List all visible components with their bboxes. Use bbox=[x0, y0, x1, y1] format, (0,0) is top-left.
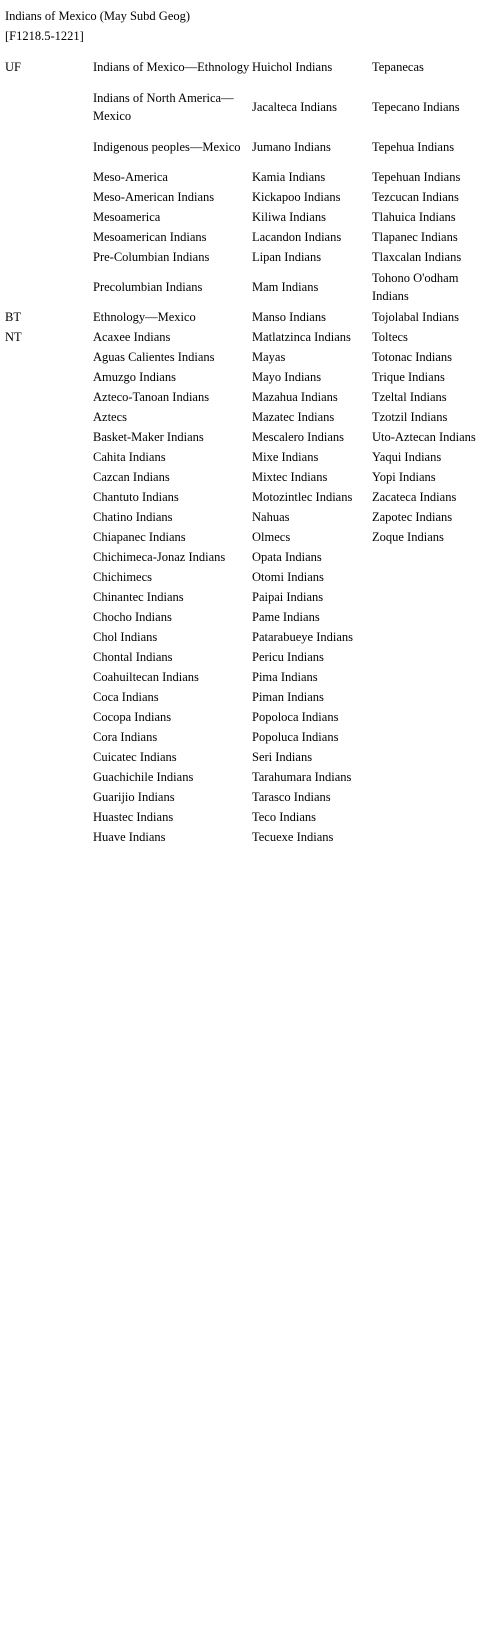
table-row bbox=[5, 827, 492, 847]
relation-code bbox=[5, 647, 93, 667]
relation-code bbox=[5, 587, 93, 607]
term-column-2: Motozintlec Indians bbox=[252, 490, 353, 504]
relation-code: BT bbox=[5, 310, 21, 324]
term-column-2: Tecuexe Indians bbox=[252, 830, 334, 844]
term-column-1: Huave Indians bbox=[93, 830, 166, 844]
term-column-1: Chontal Indians bbox=[93, 650, 173, 664]
term-column-1: Indigenous peoples—Mexico bbox=[93, 140, 241, 154]
term-column-1: Ethnology—Mexico bbox=[93, 310, 196, 324]
table-row bbox=[5, 127, 492, 167]
table-row bbox=[5, 807, 492, 827]
reference-table bbox=[5, 47, 492, 847]
table-row bbox=[5, 527, 492, 547]
term-column-2: Piman Indians bbox=[252, 690, 324, 704]
heading-title: Indians of Mexico (May Subd Geog) bbox=[5, 9, 191, 23]
term-column-2: Popoloca Indians bbox=[252, 710, 339, 724]
term-column-1: Mesoamerica bbox=[93, 210, 161, 224]
term-column-2: Mixe Indians bbox=[252, 450, 319, 464]
table-row bbox=[5, 307, 492, 327]
term-column-3 bbox=[372, 807, 492, 827]
term-column-3: Tepanecas bbox=[372, 60, 424, 74]
relation-code bbox=[5, 87, 93, 127]
relation-code bbox=[5, 727, 93, 747]
term-column-1: Chichimecs bbox=[93, 570, 153, 584]
term-column-3: Tlaxcalan Indians bbox=[372, 250, 462, 264]
table-row bbox=[5, 667, 492, 687]
relation-code: NT bbox=[5, 330, 22, 344]
term-column-3: Tepehuan Indians bbox=[372, 170, 461, 184]
term-column-1: Acaxee Indians bbox=[93, 330, 171, 344]
table-row bbox=[5, 647, 492, 667]
term-column-3: Tojolabal Indians bbox=[372, 310, 459, 324]
term-column-1: Meso-American Indians bbox=[93, 190, 215, 204]
relation-code bbox=[5, 367, 93, 387]
term-column-3: Yopi Indians bbox=[372, 470, 436, 484]
relation-code bbox=[5, 827, 93, 847]
table-row bbox=[5, 507, 492, 527]
term-column-3 bbox=[372, 687, 492, 707]
relation-code bbox=[5, 187, 93, 207]
term-column-1: Guarijio Indians bbox=[93, 790, 175, 804]
term-column-1: Guachichile Indians bbox=[93, 770, 194, 784]
term-column-2: Matlatzinca Indians bbox=[252, 330, 351, 344]
table-row bbox=[5, 607, 492, 627]
term-column-3: Tlapanec Indians bbox=[372, 230, 458, 244]
table-row bbox=[5, 47, 492, 87]
table-row bbox=[5, 747, 492, 767]
relation-code bbox=[5, 507, 93, 527]
term-column-3 bbox=[372, 667, 492, 687]
term-column-1: Basket-Maker Indians bbox=[93, 430, 204, 444]
term-column-3 bbox=[372, 647, 492, 667]
term-column-2: Mayo Indians bbox=[252, 370, 322, 384]
relation-code bbox=[5, 167, 93, 187]
term-column-1: Mesoamerican Indians bbox=[93, 230, 207, 244]
relation-code bbox=[5, 227, 93, 247]
relation-code bbox=[5, 767, 93, 787]
relation-code bbox=[5, 707, 93, 727]
relation-code bbox=[5, 547, 93, 567]
term-column-3: Tlahuica Indians bbox=[372, 210, 456, 224]
term-column-1: Chantuto Indians bbox=[93, 490, 179, 504]
term-column-2: Manso Indians bbox=[252, 310, 326, 324]
term-column-2: Lacandon Indians bbox=[252, 230, 342, 244]
term-column-1: Pre-Columbian Indians bbox=[93, 250, 210, 264]
term-column-3: Uto-Aztecan Indians bbox=[372, 430, 476, 444]
term-column-2: Pima Indians bbox=[252, 670, 318, 684]
term-column-3 bbox=[372, 627, 492, 647]
table-row bbox=[5, 347, 492, 367]
term-column-2: Lipan Indians bbox=[252, 250, 322, 264]
classification-number: [F1218.5-1221] bbox=[5, 29, 84, 43]
relation-code bbox=[5, 247, 93, 267]
table-row bbox=[5, 467, 492, 487]
term-column-3: Zacateca Indians bbox=[372, 490, 457, 504]
term-column-3: Tohono O'odham Indians bbox=[372, 271, 459, 303]
relation-code bbox=[5, 127, 93, 167]
table-row bbox=[5, 627, 492, 647]
term-column-3 bbox=[372, 587, 492, 607]
term-column-1: Amuzgo Indians bbox=[93, 370, 176, 384]
relation-code bbox=[5, 487, 93, 507]
term-column-1: Meso-America bbox=[93, 170, 168, 184]
term-column-1: Azteco-Tanoan Indians bbox=[93, 390, 210, 404]
term-column-2: Huichol Indians bbox=[252, 60, 333, 74]
relation-code bbox=[5, 527, 93, 547]
reference-table-body bbox=[5, 47, 492, 847]
term-column-3: Tezcucan Indians bbox=[372, 190, 459, 204]
relation-code bbox=[5, 607, 93, 627]
term-column-3 bbox=[372, 727, 492, 747]
term-column-1: Aztecs bbox=[93, 410, 128, 424]
term-column-2: Popoluca Indians bbox=[252, 730, 339, 744]
term-column-2: Jumano Indians bbox=[252, 140, 331, 154]
table-row bbox=[5, 87, 492, 127]
term-column-2: Mescalero Indians bbox=[252, 430, 344, 444]
table-row bbox=[5, 587, 492, 607]
term-column-2: Mazatec Indians bbox=[252, 410, 335, 424]
term-column-3 bbox=[372, 767, 492, 787]
relation-code bbox=[5, 207, 93, 227]
term-column-2: Mam Indians bbox=[252, 280, 319, 294]
term-column-2: Kickapoo Indians bbox=[252, 190, 341, 204]
relation-code bbox=[5, 567, 93, 587]
relation-code bbox=[5, 387, 93, 407]
term-column-1: Huastec Indians bbox=[93, 810, 174, 824]
term-column-2: Tarahumara Indians bbox=[252, 770, 352, 784]
term-column-2: Olmecs bbox=[252, 530, 291, 544]
term-column-3: Tepehua Indians bbox=[372, 140, 455, 154]
term-column-3: Yaqui Indians bbox=[372, 450, 442, 464]
relation-code bbox=[5, 347, 93, 367]
term-column-2: Paipai Indians bbox=[252, 590, 324, 604]
table-row bbox=[5, 327, 492, 347]
table-row bbox=[5, 167, 492, 187]
term-column-1: Chocho Indians bbox=[93, 610, 172, 624]
relation-code bbox=[5, 627, 93, 647]
term-column-3: Toltecs bbox=[372, 330, 408, 344]
relation-code bbox=[5, 427, 93, 447]
term-column-1: Coca Indians bbox=[93, 690, 159, 704]
term-column-1: Coahuiltecan Indians bbox=[93, 670, 199, 684]
term-column-3: Trique Indians bbox=[372, 370, 445, 384]
term-column-3: Tzeltal Indians bbox=[372, 390, 447, 404]
table-row bbox=[5, 387, 492, 407]
relation-code bbox=[5, 267, 93, 307]
table-row bbox=[5, 687, 492, 707]
term-column-2: Jacalteca Indians bbox=[252, 100, 338, 114]
term-column-1: Indians of Mexico—Ethnology bbox=[93, 60, 250, 74]
term-column-2: Pame Indians bbox=[252, 610, 320, 624]
term-column-2: Kiliwa Indians bbox=[252, 210, 326, 224]
term-column-3: Tzotzil Indians bbox=[372, 410, 448, 424]
table-row bbox=[5, 207, 492, 227]
term-column-1: Chichimeca-Jonaz Indians bbox=[93, 550, 226, 564]
term-column-3: Totonac Indians bbox=[372, 350, 453, 364]
term-column-1: Chinantec Indians bbox=[93, 590, 184, 604]
table-row bbox=[5, 487, 492, 507]
term-column-3: Zoque Indians bbox=[372, 530, 444, 544]
term-column-3: Tepecano Indians bbox=[372, 100, 460, 114]
term-column-2: Pericu Indians bbox=[252, 650, 324, 664]
relation-code: UF bbox=[5, 60, 21, 74]
table-row bbox=[5, 567, 492, 587]
table-row bbox=[5, 427, 492, 447]
term-column-2: Mixtec Indians bbox=[252, 470, 328, 484]
term-column-1: Chol Indians bbox=[93, 630, 158, 644]
table-row bbox=[5, 267, 492, 307]
term-column-2: Teco Indians bbox=[252, 810, 317, 824]
relation-code bbox=[5, 687, 93, 707]
term-column-2: Seri Indians bbox=[252, 750, 313, 764]
term-column-2: Nahuas bbox=[252, 510, 290, 524]
table-row bbox=[5, 227, 492, 247]
table-row bbox=[5, 187, 492, 207]
table-row bbox=[5, 727, 492, 747]
term-column-2: Otomi Indians bbox=[252, 570, 324, 584]
term-column-1: Precolumbian Indians bbox=[93, 280, 203, 294]
term-column-3 bbox=[372, 547, 492, 567]
term-column-1: Cora Indians bbox=[93, 730, 158, 744]
relation-code bbox=[5, 747, 93, 767]
term-column-1: Chiapanec Indians bbox=[93, 530, 186, 544]
relation-code bbox=[5, 787, 93, 807]
relation-code bbox=[5, 447, 93, 467]
table-row bbox=[5, 407, 492, 427]
term-column-1: Cazcan Indians bbox=[93, 470, 170, 484]
table-row bbox=[5, 787, 492, 807]
term-column-1: Cahita Indians bbox=[93, 450, 166, 464]
relation-code bbox=[5, 667, 93, 687]
term-column-3 bbox=[372, 707, 492, 727]
relation-code bbox=[5, 407, 93, 427]
table-row bbox=[5, 767, 492, 787]
term-column-3: Zapotec Indians bbox=[372, 510, 453, 524]
term-column-2: Kamia Indians bbox=[252, 170, 326, 184]
term-column-2: Patarabueye Indians bbox=[252, 630, 354, 644]
term-column-3 bbox=[372, 607, 492, 627]
term-column-2: Mayas bbox=[252, 350, 286, 364]
table-row bbox=[5, 447, 492, 467]
term-column-3 bbox=[372, 827, 492, 847]
term-column-1: Cocopa Indians bbox=[93, 710, 172, 724]
table-row bbox=[5, 247, 492, 267]
term-column-1: Cuicatec Indians bbox=[93, 750, 177, 764]
relation-code bbox=[5, 467, 93, 487]
table-row bbox=[5, 547, 492, 567]
term-column-1: Aguas Calientes Indians bbox=[93, 350, 215, 364]
table-row bbox=[5, 707, 492, 727]
term-column-1: Indians of North America—Mexico bbox=[93, 91, 234, 123]
term-column-2: Tarasco Indians bbox=[252, 790, 331, 804]
term-column-3 bbox=[372, 787, 492, 807]
term-column-2: Mazahua Indians bbox=[252, 390, 338, 404]
relation-code bbox=[5, 807, 93, 827]
term-column-2: Opata Indians bbox=[252, 550, 322, 564]
term-column-3 bbox=[372, 747, 492, 767]
term-column-3 bbox=[372, 567, 492, 587]
table-row bbox=[5, 367, 492, 387]
term-column-1: Chatino Indians bbox=[93, 510, 173, 524]
